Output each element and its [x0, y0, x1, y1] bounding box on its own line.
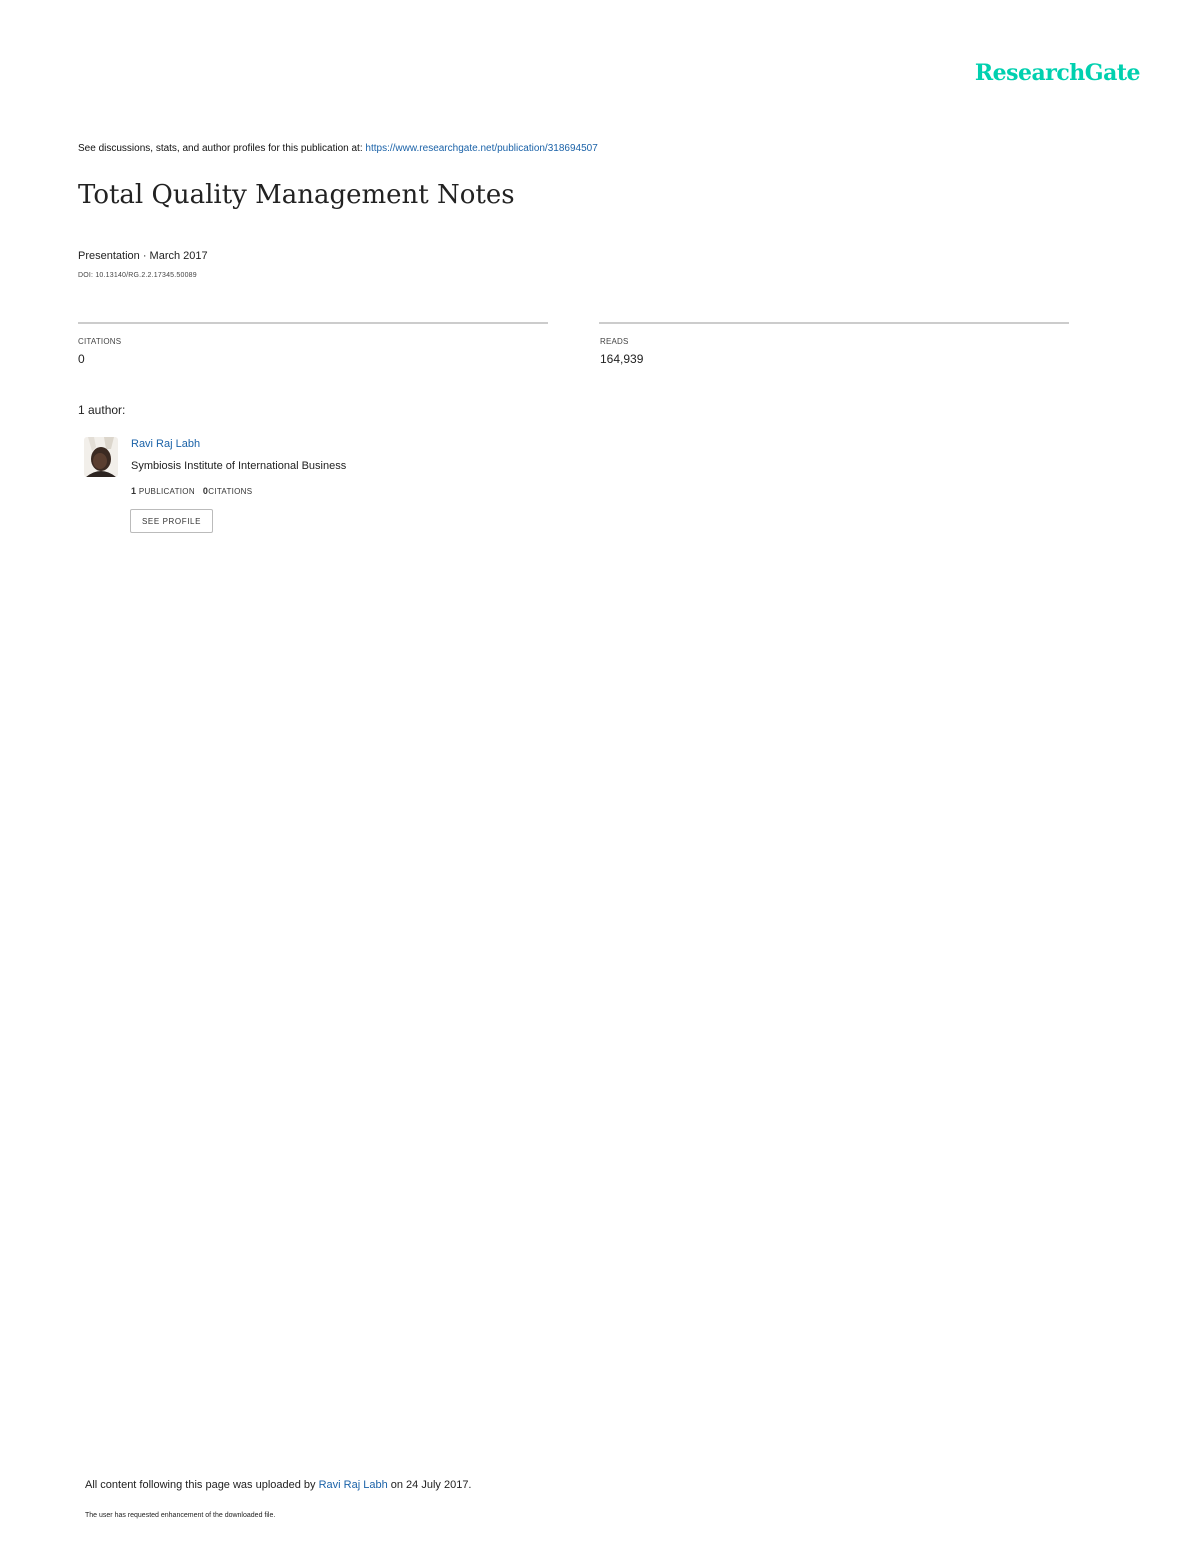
author-publications-count: 1	[131, 486, 137, 496]
citations-label: CITATIONS	[78, 337, 122, 346]
citations-divider	[78, 322, 548, 324]
author-avatar[interactable]	[84, 437, 118, 477]
publication-url-link[interactable]: https://www.researchgate.net/publication/318694507	[365, 143, 598, 154]
author-name-link[interactable]: Ravi Raj Labh	[131, 438, 201, 450]
author-citations-count: 0	[202, 486, 209, 496]
upload-notice	[85, 1479, 472, 1491]
upload-suffix: on 24 July 2017.	[387, 1479, 472, 1491]
author-institution: Symbiosis Institute of International Business	[131, 460, 347, 472]
uploader-link[interactable]: Ravi Raj Labh	[318, 1479, 388, 1491]
enhancement-note: The user has requested enhancement of the downloaded file.	[85, 1512, 276, 1519]
reads-divider	[599, 322, 1069, 324]
author-publications-label: PUBLICATION	[138, 487, 195, 496]
upload-prefix: All content following this page was uploaded by	[85, 1479, 319, 1491]
citations-value: 0	[78, 352, 85, 366]
authors-count: 1 author:	[78, 403, 126, 417]
author-stats	[131, 486, 252, 496]
source-intro-text: See discussions, stats, and author profiles for this publication at:	[78, 143, 366, 154]
publication-title: Total Quality Management Notes	[78, 180, 515, 210]
see-profile-button[interactable]: SEE PROFILE	[130, 509, 213, 533]
reads-label: READS	[600, 337, 629, 346]
publication-doi: DOI: 10.13140/RG.2.2.17345.50089	[78, 272, 197, 279]
author-photo-icon	[84, 437, 118, 477]
reads-value: 164,939	[600, 352, 644, 366]
author-citations-label: CITATIONS	[208, 487, 253, 496]
publication-source-line	[78, 143, 598, 154]
publication-type-date: Presentation · March 2017	[78, 250, 208, 262]
researchgate-logo[interactable]: ResearchGate	[974, 60, 1140, 86]
